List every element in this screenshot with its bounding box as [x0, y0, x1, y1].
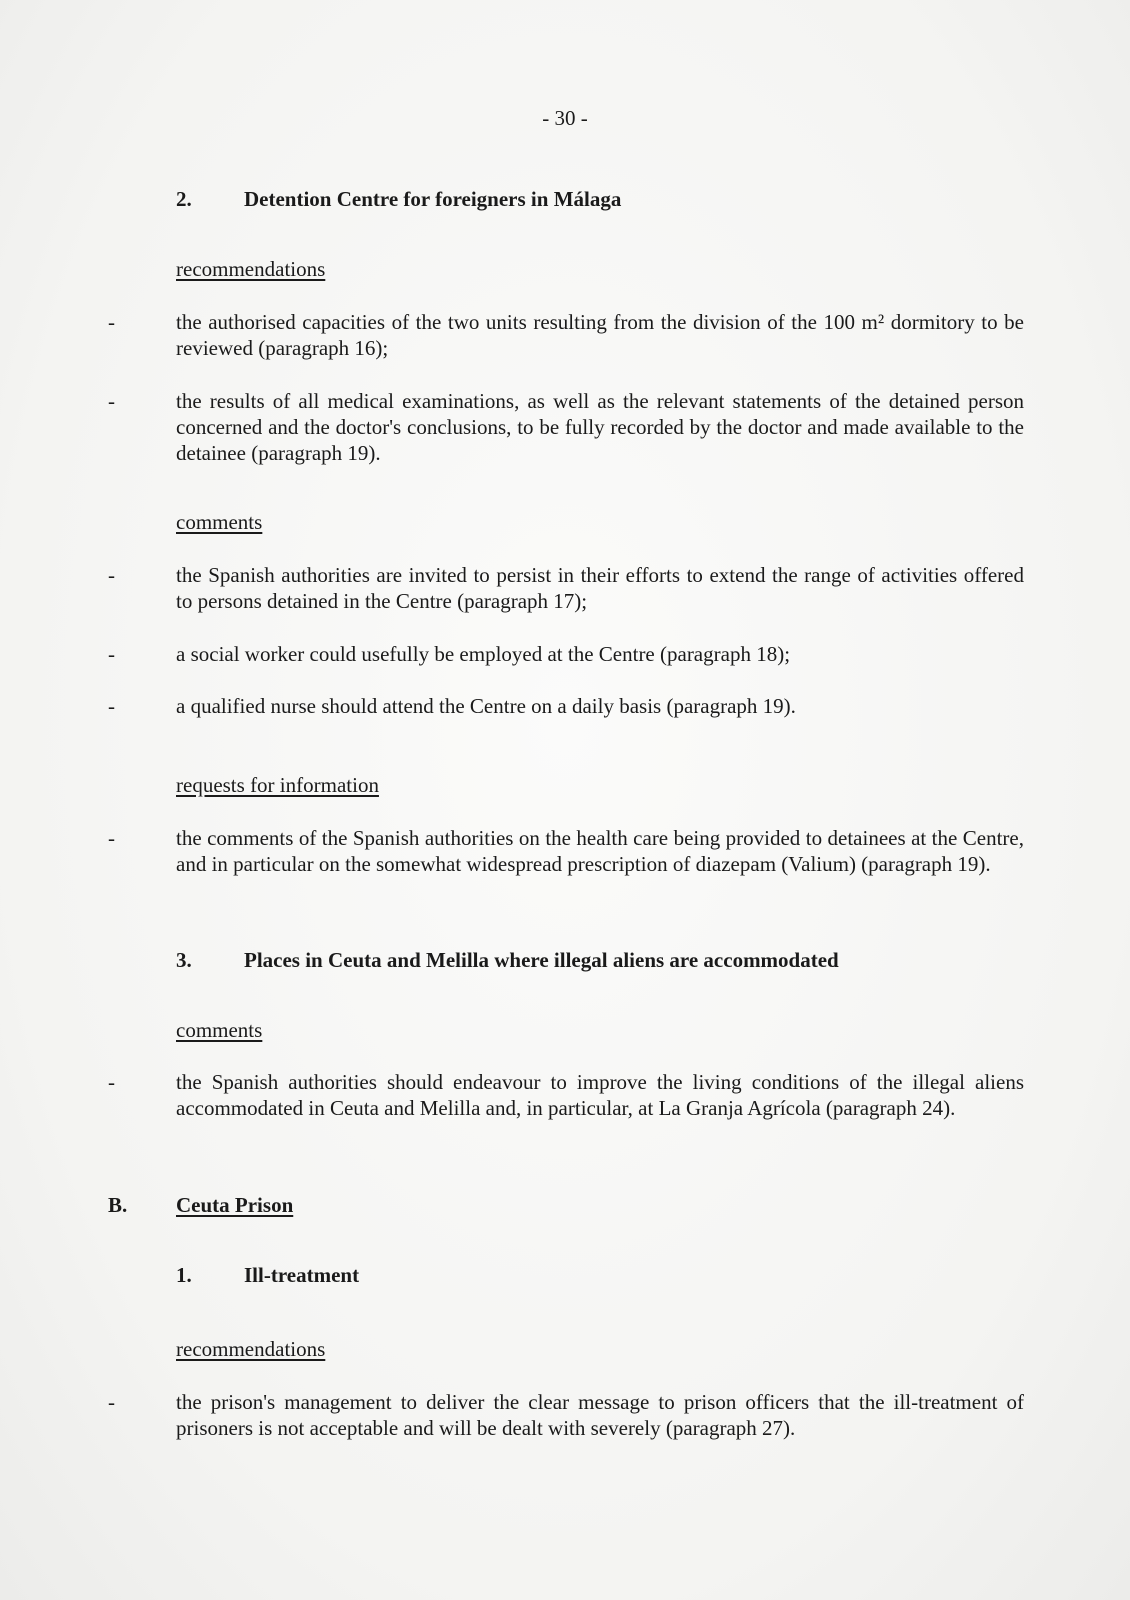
section-3-comments-label: comments: [176, 1018, 263, 1042]
bullet-dash: -: [108, 310, 115, 334]
list-item: [108, 562, 1024, 614]
section-2-number: 2.: [176, 187, 192, 211]
list-item-text: a social worker could usefully be employed at the Centre (paragraph 18);: [176, 642, 791, 666]
list-item: [108, 388, 1024, 466]
bullet-dash: -: [108, 642, 115, 666]
list-item: [108, 309, 1024, 361]
list-item-text: the authorised capacities of the two units resulting from the division of the 100 m² dormitory to be reviewed (paragraph 16);: [176, 310, 1024, 360]
list-item: [108, 641, 1024, 667]
bullet-dash: -: [108, 826, 115, 850]
section-2-title: Detention Centre for foreigners in Málaga: [244, 187, 622, 211]
page-number: - 30 -: [542, 106, 588, 130]
bullet-dash: -: [108, 1070, 115, 1094]
section-b-letter: B.: [108, 1193, 128, 1217]
list-item: [108, 1069, 1024, 1121]
list-item-text: the Spanish authorities are invited to persist in their efforts to extend the range of activities offered to persons detained in the Centre (paragraph 17);: [176, 563, 1024, 613]
list-item-text: a qualified nurse should attend the Centre on a daily basis (paragraph 19).: [176, 694, 796, 718]
bullet-dash: -: [108, 1390, 115, 1414]
list-item: [108, 1389, 1024, 1441]
list-item-text: the Spanish authorities should endeavour to improve the living conditions of the illegal aliens accommodated in Ceuta and Melilla and, in particular, at La Granja Agrícola (paragraph 24).: [176, 1070, 1024, 1120]
list-item: [108, 693, 1024, 719]
bullet-dash: -: [108, 389, 115, 413]
list-item-text: the results of all medical examinations, as well as the relevant statements of the detained person concerned and the doctor's conclusions, to be fully recorded by the doctor and made available to the detainee (paragraph 19).: [176, 389, 1024, 465]
section-b-title: Ceuta Prison: [176, 1193, 294, 1217]
section-3-title: Places in Ceuta and Melilla where illegal aliens are accommodated: [244, 948, 839, 972]
list-item: [108, 825, 1024, 877]
section-2-requests-label: requests for information: [176, 773, 379, 797]
bullet-dash: -: [108, 563, 115, 587]
section-2-comments-label: comments: [176, 510, 263, 534]
section-b1-title: Ill-treatment: [244, 1263, 360, 1287]
bullet-dash: -: [108, 694, 115, 718]
list-item-text: the comments of the Spanish authorities on the health care being provided to detainees at the Centre, and in particular on the somewhat widespread prescription of diazepam (Valium) (paragraph 19).: [176, 826, 1024, 876]
section-b1-number: 1.: [176, 1263, 192, 1287]
section-2-recommendations-label: recommendations: [176, 257, 326, 281]
section-b1-recommendations-label: recommendations: [176, 1337, 326, 1361]
section-3-number: 3.: [176, 948, 192, 972]
list-item-text: the prison's management to deliver the clear message to prison officers that the ill-treatment of prisoners is not acceptable and will be dealt with severely (paragraph 27).: [176, 1390, 1024, 1440]
